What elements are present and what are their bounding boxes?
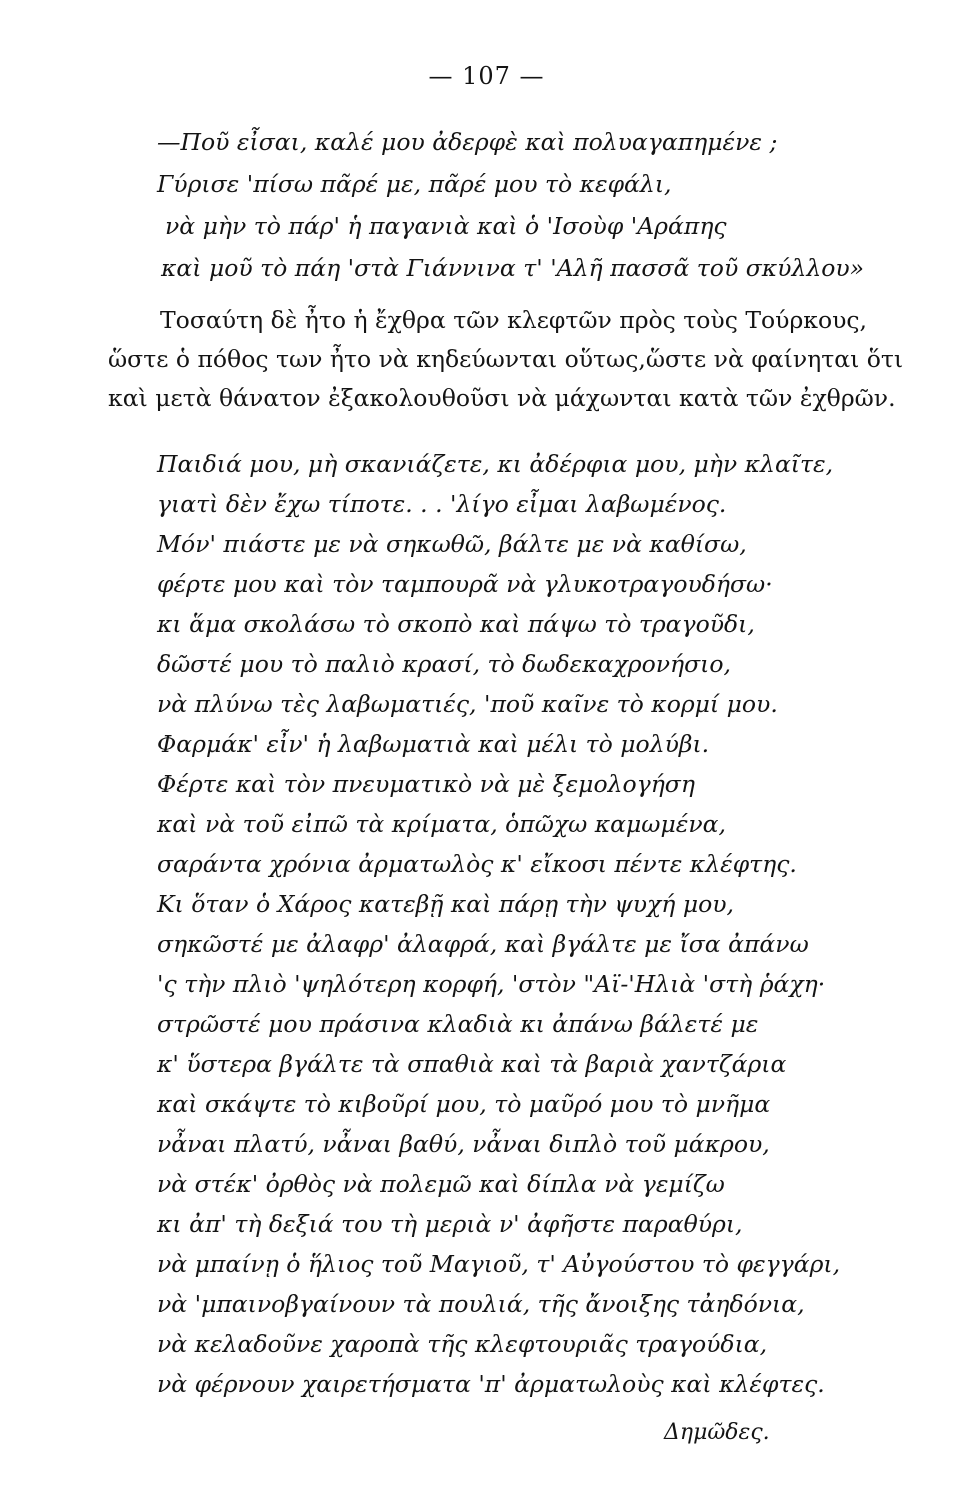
prose-line: ὥστε ὁ πόθος των ἦτο νὰ κηδεύωνται οὕτως,ὥστε νὰ φαίνηται ὅτι: [108, 345, 904, 373]
verse-line: φέρτε μου καὶ τὸν ταμπουρᾶ νὰ γλυκοτραγουδήσω·: [157, 570, 773, 598]
verse-line: νὰ μὴν τὸ πάρ' ἡ παγανιὰ καὶ ὁ 'Ισοὺφ 'Αράπης: [165, 212, 727, 240]
verse-line: Φαρμάκ' εἶν' ἡ λαβωματιὰ καὶ μέλι τὸ μολύβι.: [157, 730, 710, 758]
verse-line: κ' ὕστερα βγάλτε τὰ σπαθιὰ καὶ τὰ βαριὰ χαντζάρια: [157, 1050, 787, 1078]
verse-line: στρῶστέ μου πράσινα κλαδιὰ κι ἀπάνω βάλετέ με: [157, 1010, 759, 1038]
verse-line: νἆναι πλατύ, νἆναι βαθύ, νἆναι διπλὸ τοῦ μάκρου,: [157, 1130, 770, 1158]
verse-line: Μόν' πιάστε με νὰ σηκωθῶ, βάλτε με νὰ καθίσω,: [157, 530, 747, 558]
page-number: — 107 —: [428, 62, 545, 90]
verse-line: Κι ὅταν ὁ Χάρος κατεβῇ καὶ πάρῃ τὴν ψυχή μου,: [157, 890, 735, 918]
verse-line: νὰ πλύνω τὲς λαβωματιές, 'ποῦ καῖνε τὸ κορμί μου.: [157, 690, 778, 718]
verse-line: Παιδιά μου, μὴ σκανιάζετε, κι ἀδέρφια μου, μὴν κλαῖτε,: [157, 450, 834, 478]
verse-line: νὰ 'μπαινοβγαίνουν τὰ πουλιά, τῆς ἄνοιξης τἀηδόνια,: [157, 1290, 805, 1318]
verse-line: καὶ μοῦ τὸ πάη 'στὰ Γιάννινα τ' 'Αλῆ πασσᾶ τοῦ σκύλλου»: [161, 254, 865, 282]
verse-line: νὰ μπαίνῃ ὁ ἥλιος τοῦ Μαγιοῦ, τ' Αὐγούστου τὸ φεγγάρι,: [157, 1250, 841, 1278]
verse-line: σηκῶστέ με ἀλαφρ' ἀλαφρά, καὶ βγάλτε με ἴσα ἀπάνω: [157, 930, 809, 958]
verse-line: γιατὶ δὲν ἔχω τίποτε. . . 'λίγο εἶμαι λαβωμένος.: [157, 490, 727, 518]
verse-line: Φέρτε καὶ τὸν πνευματικὸ νὰ μὲ ξεμολογήση: [157, 770, 695, 798]
attribution: Δημῶδες.: [664, 1420, 770, 1445]
verse-line: 'ς τὴν πλιὸ 'ψηλότερη κορφή, 'στὸν "Αϊ-'Ηλιὰ 'στὴ ῥάχη·: [157, 970, 826, 998]
verse-line: —Ποῦ εἶσαι, καλέ μου ἀδερφὲ καὶ πολυαγαπημένε ;: [157, 128, 778, 156]
verse-line: κι ἅμα σκολάσω τὸ σκοπὸ καὶ πάψω τὸ τραγοῦδι,: [157, 610, 755, 638]
verse-line: σαράντα χρόνια ἀρματωλὸς κ' εἴκοσι πέντε κλέφτης.: [157, 850, 797, 878]
prose-line: καὶ μετὰ θάνατον ἐξακολουθοῦσι νὰ μάχωνται κατὰ τῶν ἐχθρῶν.: [108, 384, 896, 412]
prose-line: Τοσαύτη δὲ ἦτο ἡ ἔχθρα τῶν κλεφτῶν πρὸς τοὺς Τούρκους,: [160, 306, 868, 334]
verse-line: νὰ στέκ' ὀρθὸς νὰ πολεμῶ καὶ δίπλα νὰ γεμίζω: [157, 1170, 725, 1198]
verse-line: καὶ σκάψτε τὸ κιβοῦρί μου, τὸ μαῦρό μου τὸ μνῆμα: [157, 1090, 771, 1118]
verse-line: καὶ νὰ τοῦ εἰπῶ τὰ κρίματα, ὁπῶχω καμωμένα,: [157, 810, 726, 838]
verse-line: νὰ κελαδοῦνε χαροπὰ τῆς κλεφτουριᾶς τραγούδια,: [157, 1330, 768, 1358]
verse-line: Γύρισε 'πίσω πᾶρέ με, πᾶρέ μου τὸ κεφάλι,: [157, 170, 672, 198]
verse-line: δῶστέ μου τὸ παλιὸ κρασί, τὸ δωδεκαχρονήσιο,: [157, 650, 731, 678]
verse-line: κι ἀπ' τὴ δεξιά του τὴ μεριὰ ν' ἀφῆστε παραθύρι,: [157, 1210, 743, 1238]
verse-line: νὰ φέρνουν χαιρετήσματα 'π' ἀρματωλοὺς καὶ κλέφτες.: [157, 1370, 825, 1398]
